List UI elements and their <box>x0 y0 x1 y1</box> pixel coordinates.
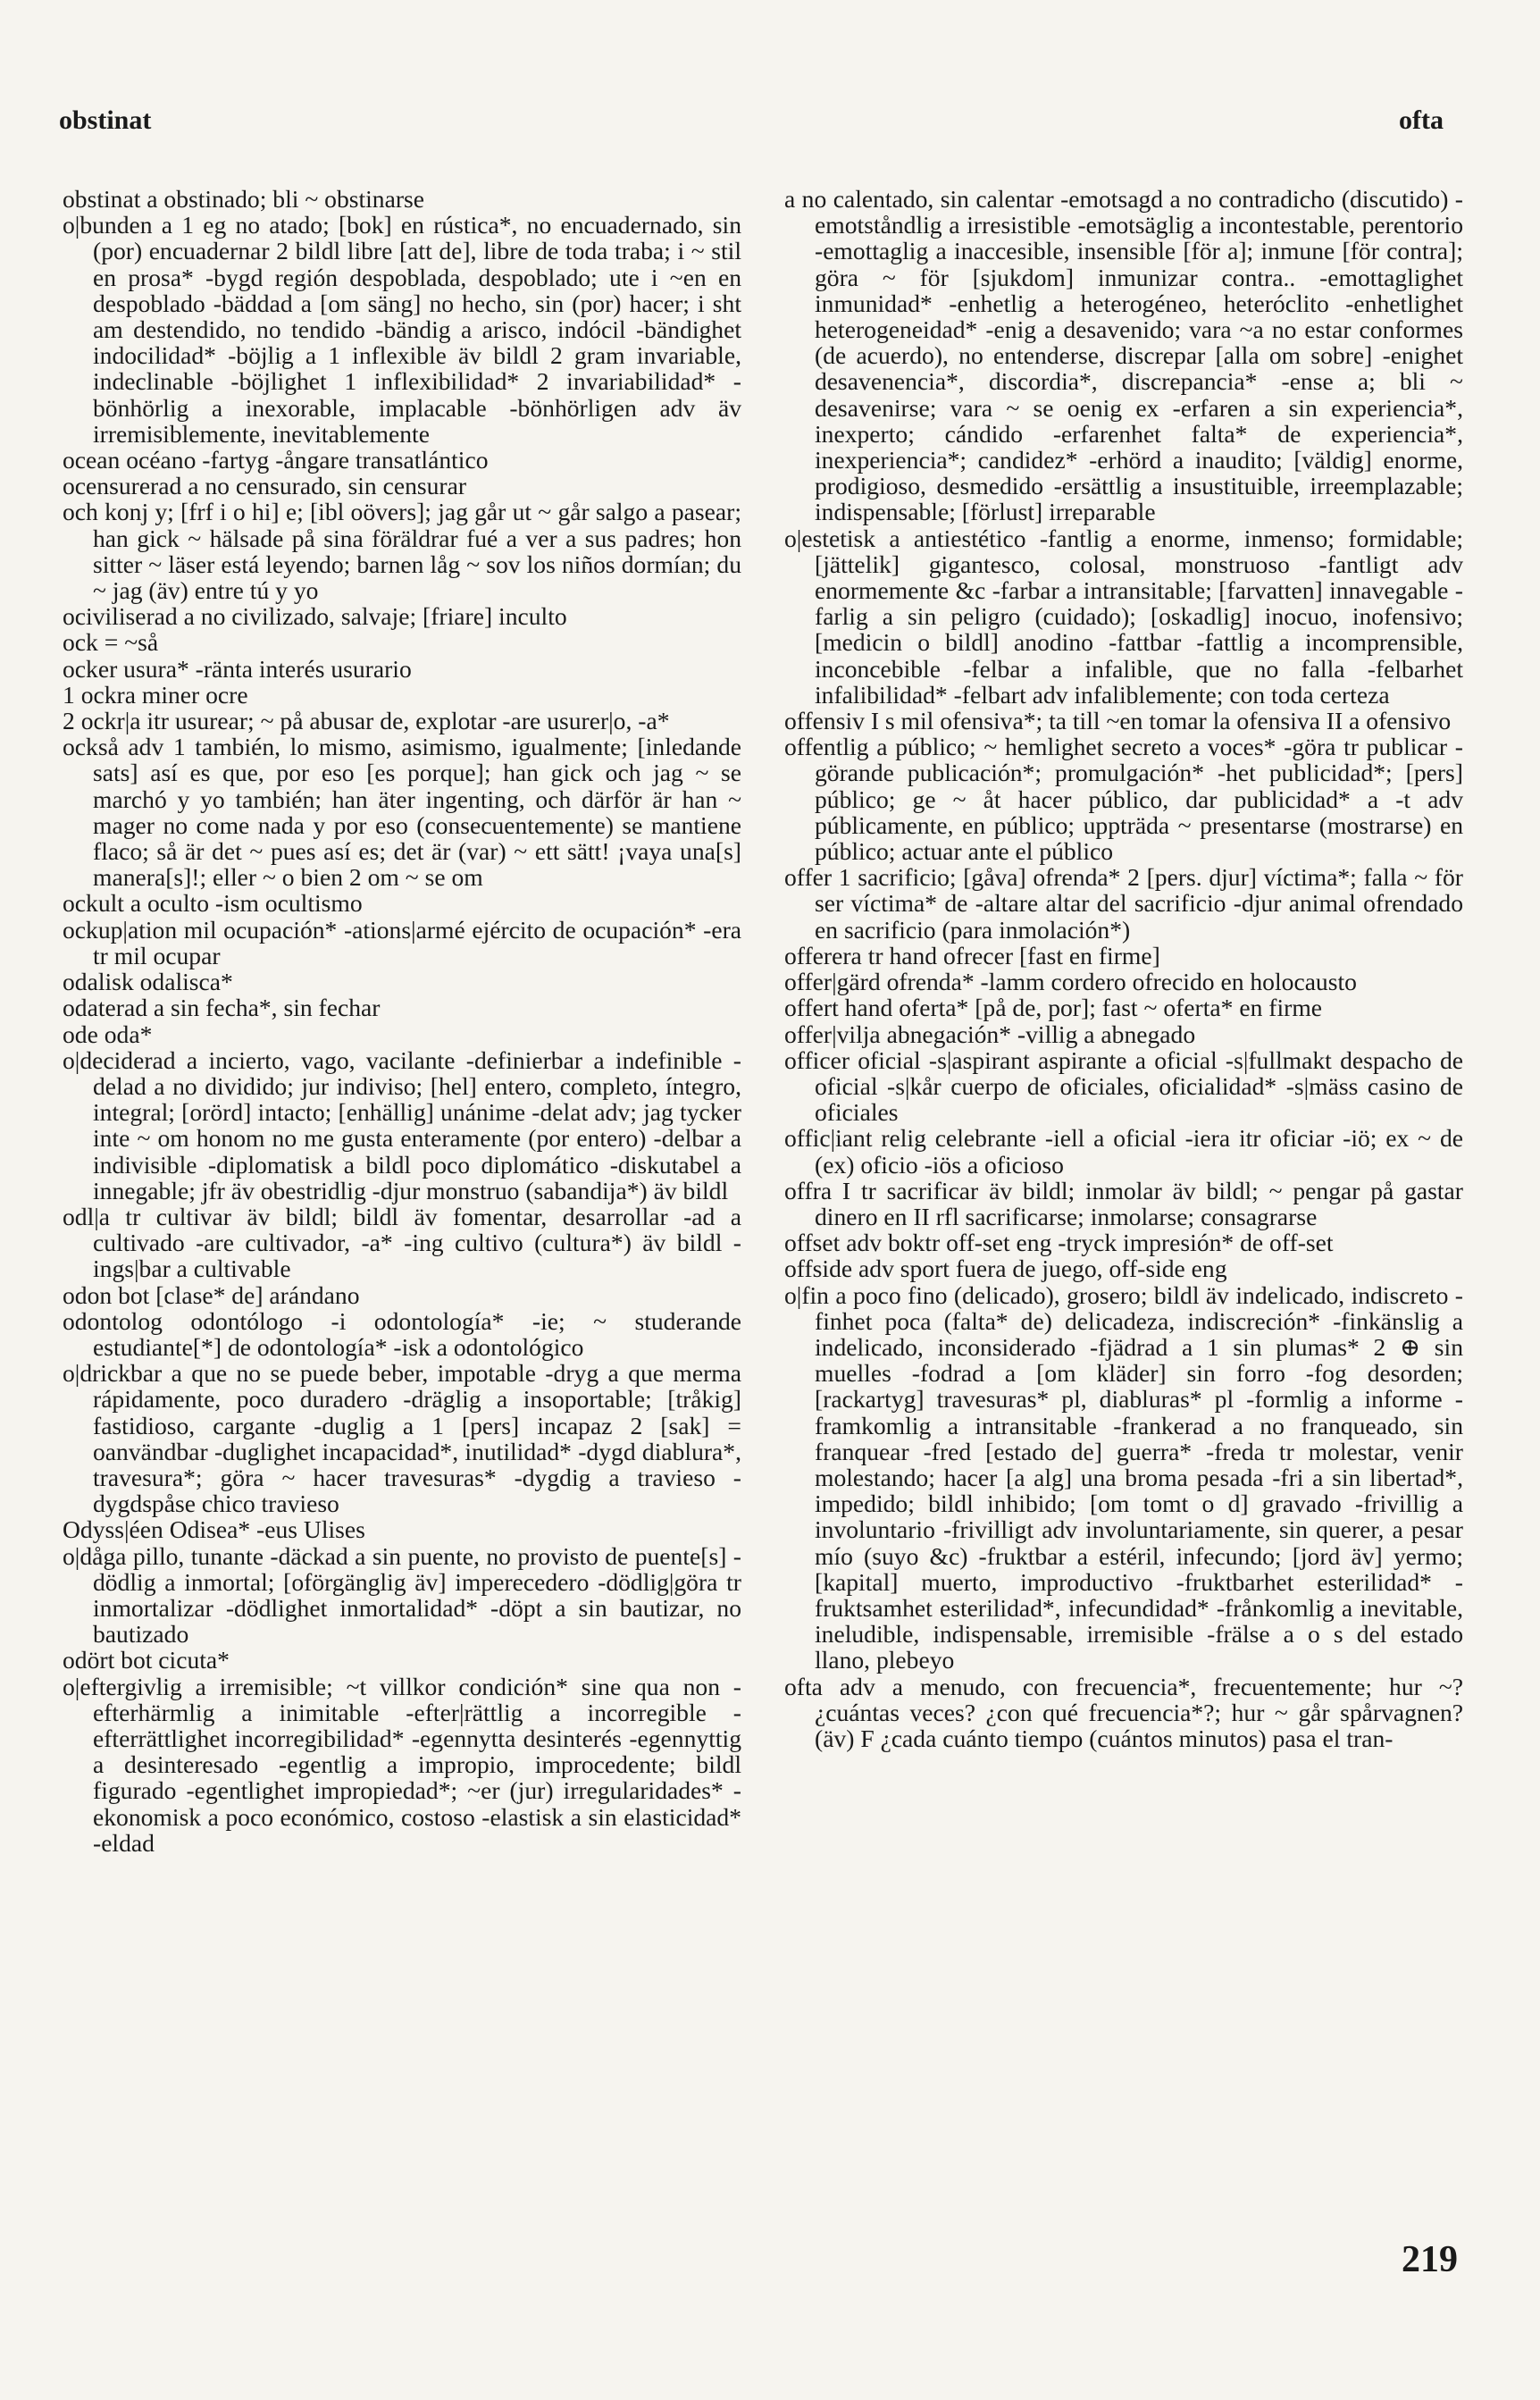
dictionary-entry: offer 1 sacrificio; [gåva] ofrenda* 2 [pers. djur] víctima*; falla ~ för ser víctima* de -altare altar del sacrificio -djur animal ofrendado en sacrificio (para inmolación*) <box>784 863 1463 944</box>
dictionary-entry: Odyss|éen Odisea* -eus Ulises <box>63 1515 365 1544</box>
dictionary-entry: o|drickbar a que no se puede beber, impotable -dryg a que merma rápidamente, poco duradero -dräglig a insoportable; [tråkig] fastidioso, cargante -duglig a 1 [pers] incapaz 2 [sak] = oanvändbar -duglighet incapacidad*, inutilidad* -dygd diablura*, travesura*; göra ~ hacer travesuras* -dygdig a travieso -dygdspåse chico travieso <box>63 1359 741 1518</box>
dictionary-entry: också adv 1 también, lo mismo, asimismo, igualmente; [inledande sats] así es que, por eso [es porque]; han gick och jag ~ se marchó y yo también; han äter ingenting, och därför är han ~ mager no come nada y por eso (consecuentemente) se mantiene flaco; så är det ~ pues así es; det är (var) ~ ett sätt! ¡vaya una[s] manera[s]!; eller ~ o bien 2 om ~ se om <box>63 733 741 892</box>
dictionary-entry: offra I tr sacrificar äv bildl; inmolar äv bildl; ~ pengar på gastar dinero en II rfl sacrificarse; inmolarse; consagrarse <box>784 1176 1463 1230</box>
dictionary-entry: odl|a tr cultivar äv bildl; bildl äv fomentar, desarrollar -ad a cultivado -are cultivador, -a* -ing cultivo (cultura*) äv bildl -ings|bar a cultivable <box>63 1202 741 1283</box>
dictionary-entry: a no calentado, sin calentar -emotsagd a no contradicho (discutido) -emotståndlig a irresistible -emotsäglig a incontestable, perentorio -emottaglig a inaccesible, insensible [för a]; inmune [för contra]; göra ~ för [sjukdom] inmunizar contra.. -emottaglighet inmunidad* -enhetlig a heterogéneo, heteróclito -enhetlighet heterogeneidad* -enig a desavenido; vara ~a no estar conformes (de acuerdo), no entenderse, discrepar [alla om sobre] -enighet desavenencia*, discordia*, discrepancia* -ense a; bli ~ desavenirse; vara ~ se oenig ex -erfaren a sin experiencia*, inexperto; cándido -erfarenhet falta* de experiencia*, inexperiencia*; candidez* -erhörd a inaudito; [väldig] enorme, prodigioso, desmedido -ersättlig a insustituible, irreemplazable; indispensable; [förlust] irreparable <box>784 185 1463 526</box>
dictionary-entry: offensiv I s mil ofensiva*; ta till ~en tomar la ofensiva II a ofensivo <box>784 707 1452 735</box>
dictionary-entry: ockup|ation mil ocupación* -ations|armé ejército de ocupación* -era tr mil ocupar <box>63 915 741 969</box>
dictionary-entry: odontolog odontólogo -i odontología* -ie; ~ studerande estudiante[*] de odontología* -isk a odontológico <box>63 1306 741 1361</box>
dictionary-entry: och konj y; [frf i o hi] e; [ibl oövers]; jag går ut ~ går salgo a pasear; han gick ~ hälsade på sina föräldrar fué a ver a sus padres; hon sitter ~ läser está leyendo; barnen låg ~ sov los niños dormían; du ~ jag (äv) entre tú y yo <box>63 498 741 605</box>
dictionary-entry: ociviliserad a no civilizado, salvaje; [friare] inculto <box>63 602 567 631</box>
dictionary-entry: ocensurerad a no censurado, sin censurar <box>63 472 467 500</box>
dictionary-entry: 1 ockra miner ocre <box>63 680 248 709</box>
dictionary-entry: o|estetisk a antiestético -fantlig a enorme, inmenso; formidable; [jättelik] gigantesco, colosal, monstruoso -fantligt adv enormemente &c -farbar a intransitable; [farvatten] innavegable -farlig a sin peligro (cuidado); [oskadlig] inocuo, inofensivo; [medicin o bildl] anodino -fattbar -fattlig a incomprensible, inconcebible -felbar a infalible, que no falla -felbarhet infalibilidad* -felbart adv infaliblemente; con toda certeza <box>784 524 1463 709</box>
dictionary-entry: ock = ~så <box>63 628 159 657</box>
dictionary-entry: o|deciderad a incierto, vago, vacilante -definierbar a indefinible -delad a no dividido; jur indiviso; [hel] entero, completo, íntegro, integral; [orörd] intacto; [enhällig] unánime -delat adv; jag tycker inte ~ om honom no me gusta enteramente (por entero) -delbar a indivisible -diplomatisk a bildl poco diplomático -diskutabel a innegable; jfr äv obestridlig -djur monstruo (sabandija*) äv bildl <box>63 1045 741 1204</box>
dictionary-entry: ockult a oculto -ism ocultismo <box>63 889 363 918</box>
dictionary-entry: 2 ockr|a itr usurear; ~ på abusar de, explotar -are usurer|o, -a* <box>63 707 670 735</box>
dictionary-entry: o|bunden a 1 eg no atado; [bok] en rústica*, no encuadernado, sin (por) encuadernar 2 bildl libre [att de], libre de toda traba; i ~ stil en prosa* -bygd región despoblada, despoblado; ute i ~en en despoblado -bäddad a [om säng] no hecho, sin (por) hacer; i sht am destendido, no tendido -bändig a arisco, indócil -bändighet indocilidad* -böjlig a 1 inflexible äv bildl 2 gram invariable, indeclinable -böjlighet 1 inflexibilidad* 2 invariabilidad* -bönhörlig a inexorable, implacable -bönhörligen adv äv irremisiblemente, inevitablemente <box>63 211 741 448</box>
dictionary-entry: officer oficial -s|aspirant aspirante a oficial -s|fullmakt despacho de oficial -s|kår cuerpo de oficiales, oficialidad* -s|mäss casino de oficiales <box>784 1045 1463 1127</box>
dictionary-entry: obstinat a obstinado; bli ~ obstinarse <box>63 185 425 213</box>
right-column <box>784 186 1463 1751</box>
dictionary-entry: offer|vilja abnegación* -villig a abnegado <box>784 1020 1196 1048</box>
dictionary-entry: odört bot cicuta* <box>63 1646 230 1674</box>
dictionary-entry: ode oda* <box>63 1020 153 1048</box>
dictionary-entry: offer|gärd ofrenda* -lamm cordero ofrecido en holocausto <box>784 968 1357 996</box>
dictionary-entry: o|fin a poco fino (delicado), grosero; bildl äv indelicado, indiscreto -finhet poca (falta* de) delicadeza, indiscreción* -finkänslig a indelicado, inconsiderado -fjädrad a 1 sin plumas* 2 ⊕ sin muelles -fodrad a [om kläder] sin forro -fog desorden; [rackartyg] travesuras* pl, diabluras* pl -formlig a informe -framkomlig a intransitable -frankerad a no franqueado, sin franquear -fred [estado de] guerra* -freda tr molestar, venir molestando; hacer [a alg] una broma pesada -fri a sin libertad*, impedido; bildl inhibido; [om tomt o d] gravado -frivillig a involuntario -frivilligt adv involuntariamente, sin querer, a pesar mío (suyo &c) -fruktbar a estéril, infecundo; [jord äv] yermo; [kapital] muerto, improductivo -fruktbarhet esterilidad* -fruktsamhet esterilidad*, infecundidad* -frånkomlig a inevitable, ineludible, indispensable, irremisible -frälse a o s del estado llano, plebeyo <box>784 1280 1463 1674</box>
page-number: 219 <box>1402 2239 1458 2280</box>
dictionary-entry: odon bot [clase* de] arándano <box>63 1280 360 1309</box>
dictionary-entry: o|dåga pillo, tunante -däckad a sin puente, no provisto de puente[s] -dödlig a inmortal; [oförgänglig äv] imperecedero -dödlig|göra tr inmortalizar -dödlighet inmortalidad* -döpt a sin bautizar, no bautizado <box>63 1541 741 1649</box>
running-head-right: ofta <box>1399 105 1444 135</box>
dictionary-entry: offset adv boktr off-set eng -tryck impresión* de off-set <box>784 1229 1334 1257</box>
left-column <box>63 186 741 1856</box>
dictionary-entry: offside adv sport fuera de juego, off-side eng <box>784 1255 1227 1283</box>
dictionary-entry: o|eftergivlig a irremisible; ~t villkor condición* sine qua non -efterhärmlig a inimitable -efter|rättlig a incorregible -efterrättlighet incorregibilidad* -egennytta desinterés -egennyttig a desinteresado -egentlig a impropio, improcedente; bildl figurado -egentlighet impropiedad*; ~er (jur) irregularidades* -ekonomisk a poco económico, costoso -elastisk a sin elasticidad* -eldad <box>63 1672 741 1857</box>
running-head-left: obstinat <box>59 105 152 135</box>
dictionary-entry: offentlig a público; ~ hemlighet secreto a voces* -göra tr publicar -görande publicación*; promulgación* -het publicidad*; [pers] público; ge ~ åt hacer público, dar publicidad* a -t adv públicamente, en público; uppträda ~ presentarse (mostrarse) en público; actuar ante el público <box>784 733 1463 866</box>
dictionary-entry: odaterad a sin fecha*, sin fechar <box>63 994 381 1022</box>
dictionary-entry: odalisk odalisca* <box>63 968 233 996</box>
dictionary-entry: ofta adv a menudo, con frecuencia*, frecuentemente; hur ~? ¿cuántas veces? ¿con qué frecuencia*?; hur ~ går spårvagnen? (äv) F ¿cada cuánto tiempo (cuántos minutos) pasa el tran- <box>784 1672 1463 1752</box>
dictionary-entry: ocean océano -fartyg -ångare transatlántico <box>63 446 489 474</box>
dictionary-entry: offert hand oferta* [på de, por]; fast ~ oferta* en firme <box>784 994 1323 1022</box>
dictionary-entry: ocker usura* -ränta interés usurario <box>63 654 412 683</box>
dictionary-entry: offerera tr hand ofrecer [fast en firme] <box>784 941 1160 969</box>
dictionary-entry: offic|iant relig celebrante -iell a oficial -iera itr oficiar -iö; ex ~ de (ex) oficio -iös a oficioso <box>784 1124 1463 1179</box>
